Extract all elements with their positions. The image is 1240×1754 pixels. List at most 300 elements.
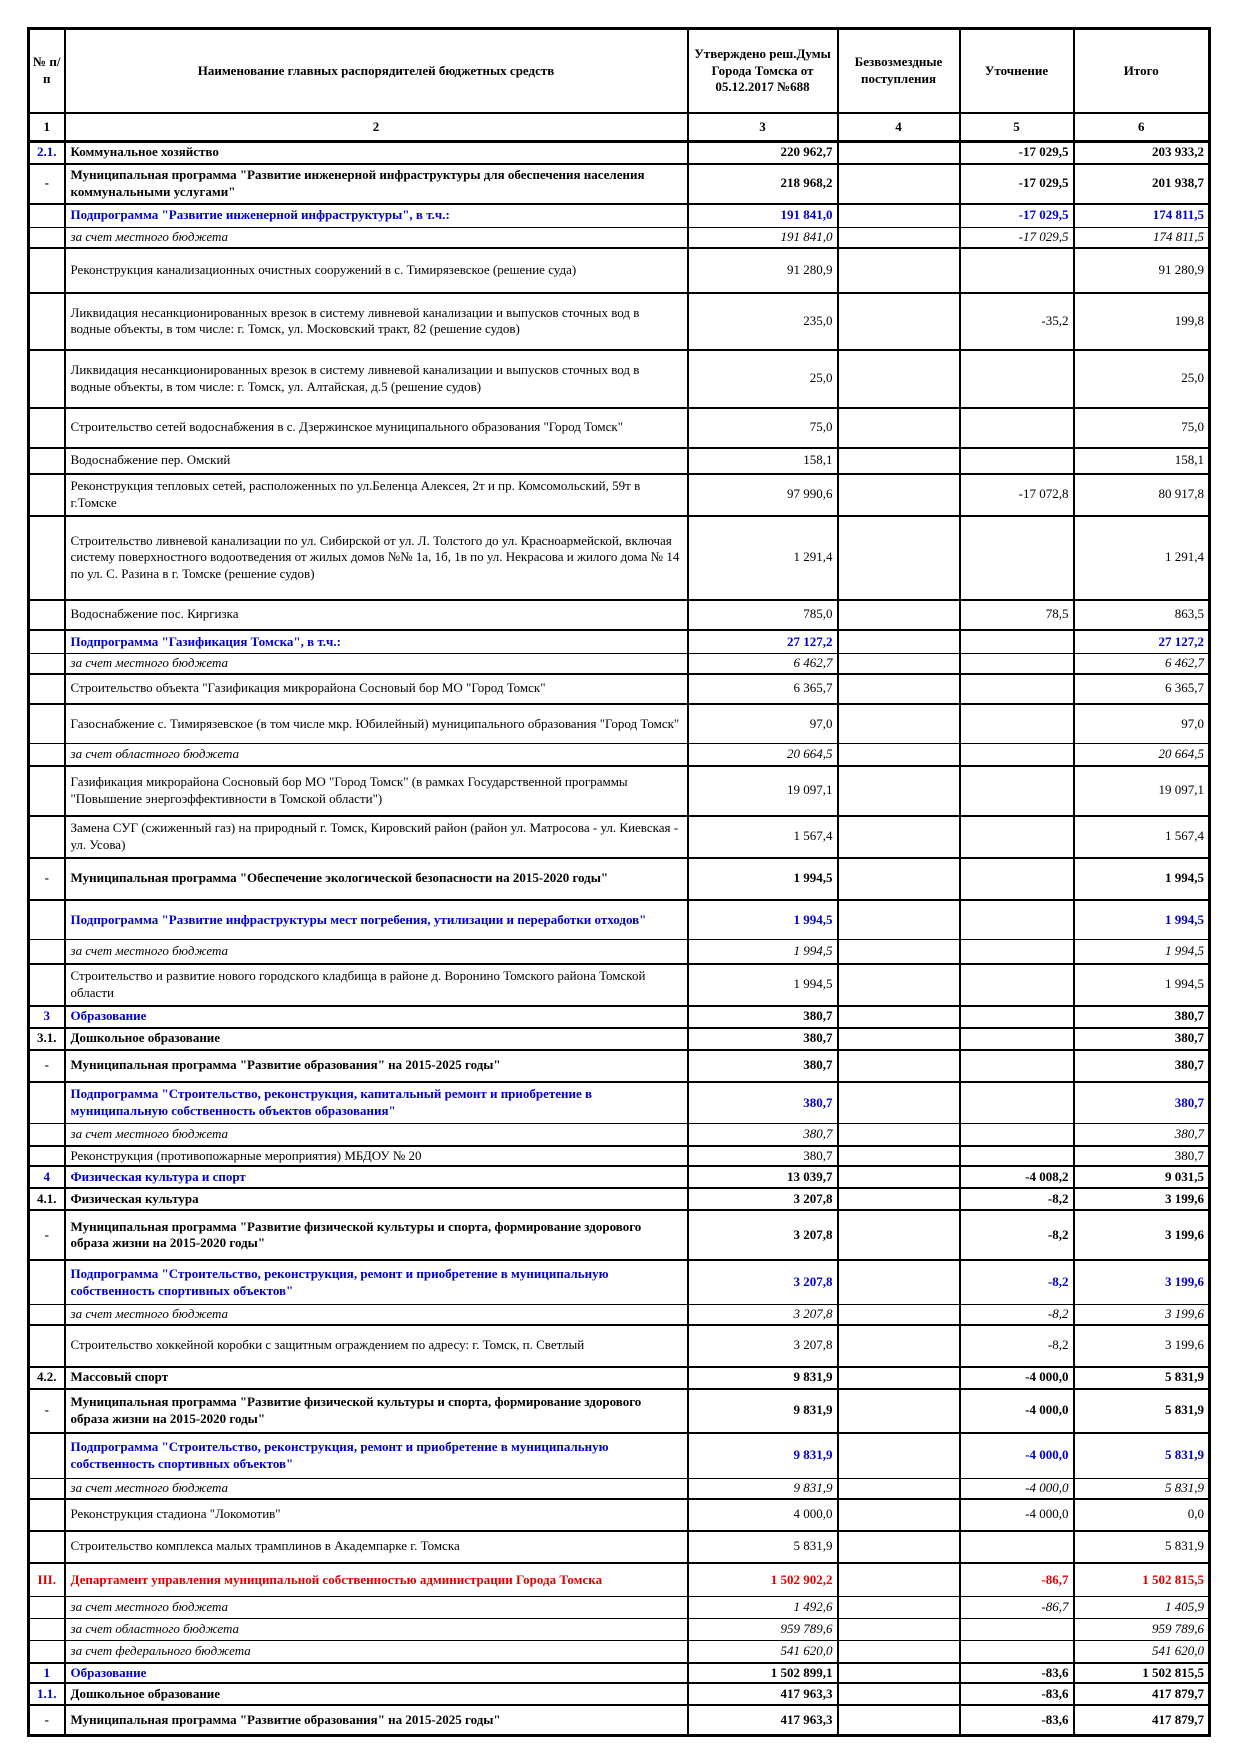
row-name-cell: Строительство ливневой канализации по ул. Сибирской от ул. Л. Толстого до ул. Красноармейской, включая систему поверхностного водоотведения от жилых домов №№ 1а, 1б, 1в по ул. Некрасова и жилого дома № 14 по ул. С. Разина в г. Томске (решение судов) xyxy=(65,516,688,600)
row-number-cell xyxy=(29,1304,65,1324)
adjustment-value-cell xyxy=(960,1124,1074,1146)
row-number-cell: - xyxy=(29,858,65,900)
row-number-cell xyxy=(29,204,65,228)
table-row xyxy=(29,654,1210,674)
row-number-cell xyxy=(29,516,65,600)
header-col-gratuitous: Безвозмездные поступления xyxy=(838,29,960,114)
gratuitous-value-cell xyxy=(838,630,960,654)
total-value-cell: 25,0 xyxy=(1074,350,1210,408)
row-number-cell xyxy=(29,1641,65,1663)
row-number-cell xyxy=(29,1619,65,1641)
table-row xyxy=(29,1389,1210,1433)
adjustment-value-cell: -4 000,0 xyxy=(960,1367,1074,1389)
approved-value-cell: 1 291,4 xyxy=(688,516,838,600)
total-value-cell: 1 502 815,5 xyxy=(1074,1663,1210,1684)
table-row xyxy=(29,900,1210,940)
row-number-cell: - xyxy=(29,164,65,204)
approved-value-cell: 380,7 xyxy=(688,1082,838,1124)
table-row xyxy=(29,293,1210,350)
gratuitous-value-cell xyxy=(838,1367,960,1389)
gratuitous-value-cell xyxy=(838,1028,960,1050)
adjustment-value-cell xyxy=(960,1028,1074,1050)
approved-value-cell: 3 207,8 xyxy=(688,1304,838,1324)
gratuitous-value-cell xyxy=(838,1006,960,1028)
table-row xyxy=(29,1683,1210,1705)
gratuitous-value-cell xyxy=(838,1531,960,1563)
total-value-cell: 1 405,9 xyxy=(1074,1597,1210,1619)
row-number-cell: 3 xyxy=(29,1006,65,1028)
row-name-cell: Подпрограмма "Развитие инженерной инфраструктуры", в т.ч.: xyxy=(65,204,688,228)
approved-value-cell: 1 994,5 xyxy=(688,940,838,964)
row-number-cell xyxy=(29,654,65,674)
total-value-cell: 9 031,5 xyxy=(1074,1166,1210,1188)
gratuitous-value-cell xyxy=(838,204,960,228)
table-body xyxy=(29,142,1210,1736)
row-number-cell: 3.1. xyxy=(29,1028,65,1050)
row-number-cell xyxy=(29,744,65,766)
approved-value-cell: 3 207,8 xyxy=(688,1325,838,1367)
adjustment-value-cell: -35,2 xyxy=(960,293,1074,350)
table-row xyxy=(29,350,1210,408)
approved-value-cell: 3 207,8 xyxy=(688,1210,838,1260)
table-row xyxy=(29,744,1210,766)
total-value-cell: 75,0 xyxy=(1074,408,1210,448)
row-name-cell: Реконструкция тепловых сетей, расположенных по ул.Беленца Алексея, 2т и пр. Комсомольский, 59т в г.Томске xyxy=(65,474,688,516)
row-name-cell: за счет местного бюджета xyxy=(65,654,688,674)
approved-value-cell: 1 492,6 xyxy=(688,1597,838,1619)
row-name-cell: Массовый спорт xyxy=(65,1367,688,1389)
row-number-cell xyxy=(29,1433,65,1479)
row-name-cell: Дошкольное образование xyxy=(65,1028,688,1050)
gratuitous-value-cell xyxy=(838,1705,960,1735)
row-number-cell: - xyxy=(29,1210,65,1260)
adjustment-value-cell: -8,2 xyxy=(960,1210,1074,1260)
approved-value-cell: 541 620,0 xyxy=(688,1641,838,1663)
row-name-cell: Подпрограмма "Строительство, реконструкция, капитальный ремонт и приобретение в муниципальную собственность объектов образования" xyxy=(65,1082,688,1124)
adjustment-value-cell: -83,6 xyxy=(960,1705,1074,1735)
adjustment-value-cell: -4 000,0 xyxy=(960,1479,1074,1499)
header-col-adjustment: Уточнение xyxy=(960,29,1074,114)
approved-value-cell: 959 789,6 xyxy=(688,1619,838,1641)
row-number-cell xyxy=(29,630,65,654)
table-row xyxy=(29,1304,1210,1324)
table-row xyxy=(29,1146,1210,1167)
row-name-cell: за счет местного бюджета xyxy=(65,1597,688,1619)
row-number-cell xyxy=(29,1531,65,1563)
gratuitous-value-cell xyxy=(838,900,960,940)
row-name-cell: Муниципальная программа "Развитие образования" на 2015-2025 годы" xyxy=(65,1705,688,1735)
table-row xyxy=(29,1006,1210,1028)
total-value-cell: 91 280,9 xyxy=(1074,248,1210,293)
total-value-cell: 5 831,9 xyxy=(1074,1531,1210,1563)
gratuitous-value-cell xyxy=(838,766,960,816)
approved-value-cell: 9 831,9 xyxy=(688,1367,838,1389)
gratuitous-value-cell xyxy=(838,408,960,448)
approved-value-cell: 91 280,9 xyxy=(688,248,838,293)
adjustment-value-cell: -4 000,0 xyxy=(960,1433,1074,1479)
row-number-cell: - xyxy=(29,1050,65,1082)
row-number-cell xyxy=(29,474,65,516)
table-row xyxy=(29,1210,1210,1260)
approved-value-cell: 380,7 xyxy=(688,1006,838,1028)
table-row xyxy=(29,1260,1210,1304)
row-number-cell: 1.1. xyxy=(29,1683,65,1705)
row-name-cell: Строительство объекта "Газификация микрорайона Сосновый бор МО "Город Томск" xyxy=(65,674,688,704)
table-row xyxy=(29,1705,1210,1735)
adjustment-value-cell xyxy=(960,654,1074,674)
header-col-number: № п/п xyxy=(29,29,65,114)
row-name-cell: Водоснабжение пер. Омский xyxy=(65,448,688,474)
approved-value-cell: 191 841,0 xyxy=(688,204,838,228)
row-number-cell xyxy=(29,293,65,350)
approved-value-cell: 417 963,3 xyxy=(688,1705,838,1735)
gratuitous-value-cell xyxy=(838,858,960,900)
adjustment-value-cell xyxy=(960,1531,1074,1563)
row-number-cell: - xyxy=(29,1705,65,1735)
gratuitous-value-cell xyxy=(838,1124,960,1146)
adjustment-value-cell: -83,6 xyxy=(960,1663,1074,1684)
table-row xyxy=(29,516,1210,600)
gratuitous-value-cell xyxy=(838,248,960,293)
table-row xyxy=(29,1663,1210,1684)
row-number-cell: - xyxy=(29,1389,65,1433)
row-name-cell: Образование xyxy=(65,1006,688,1028)
approved-value-cell: 380,7 xyxy=(688,1146,838,1167)
approved-value-cell: 235,0 xyxy=(688,293,838,350)
row-number-cell xyxy=(29,766,65,816)
row-name-cell: Подпрограмма "Газификация Томска", в т.ч.: xyxy=(65,630,688,654)
table-row xyxy=(29,1641,1210,1663)
adjustment-value-cell xyxy=(960,766,1074,816)
approved-value-cell: 6 365,7 xyxy=(688,674,838,704)
row-name-cell: за счет областного бюджета xyxy=(65,744,688,766)
gratuitous-value-cell xyxy=(838,1188,960,1210)
row-number-cell xyxy=(29,1597,65,1619)
total-value-cell: 5 831,9 xyxy=(1074,1433,1210,1479)
row-number-cell xyxy=(29,1082,65,1124)
row-name-cell: Подпрограмма "Развитие инфраструктуры мест погребения, утилизации и переработки отходов" xyxy=(65,900,688,940)
table-row xyxy=(29,1499,1210,1531)
total-value-cell: 20 664,5 xyxy=(1074,744,1210,766)
gratuitous-value-cell xyxy=(838,1433,960,1479)
approved-value-cell: 1 994,5 xyxy=(688,900,838,940)
gratuitous-value-cell xyxy=(838,654,960,674)
approved-value-cell: 1 502 899,1 xyxy=(688,1663,838,1684)
approved-value-cell: 417 963,3 xyxy=(688,1683,838,1705)
header-col-approved: Утверждено реш.Думы Города Томска от 05.12.2017 №688 xyxy=(688,29,838,114)
row-number-cell xyxy=(29,448,65,474)
table-row xyxy=(29,1325,1210,1367)
gratuitous-value-cell xyxy=(838,164,960,204)
total-value-cell: 174 811,5 xyxy=(1074,204,1210,228)
total-value-cell: 541 620,0 xyxy=(1074,1641,1210,1663)
row-name-cell: за счет областного бюджета xyxy=(65,1619,688,1641)
total-value-cell: 27 127,2 xyxy=(1074,630,1210,654)
table-row xyxy=(29,1166,1210,1188)
adjustment-value-cell: -4 000,0 xyxy=(960,1389,1074,1433)
gratuitous-value-cell xyxy=(838,1146,960,1167)
table-row xyxy=(29,600,1210,630)
approved-value-cell: 380,7 xyxy=(688,1124,838,1146)
table-row xyxy=(29,1597,1210,1619)
total-value-cell: 80 917,8 xyxy=(1074,474,1210,516)
adjustment-value-cell xyxy=(960,940,1074,964)
row-number-cell xyxy=(29,1260,65,1304)
table-row xyxy=(29,448,1210,474)
table-row xyxy=(29,1188,1210,1210)
gratuitous-value-cell xyxy=(838,816,960,858)
row-name-cell: Ликвидация несанкционированных врезок в систему ливневой канализации и выпусков сточных вод в водные объекты, в том числе: г. Томск, ул. Алтайская, д.5 (решение судов) xyxy=(65,350,688,408)
adjustment-value-cell xyxy=(960,744,1074,766)
total-value-cell: 380,7 xyxy=(1074,1146,1210,1167)
table-row xyxy=(29,1028,1210,1050)
gratuitous-value-cell xyxy=(838,142,960,164)
row-name-cell: за счет местного бюджета xyxy=(65,1479,688,1499)
total-value-cell: 5 831,9 xyxy=(1074,1367,1210,1389)
adjustment-value-cell: -4 008,2 xyxy=(960,1166,1074,1188)
gratuitous-value-cell xyxy=(838,940,960,964)
approved-value-cell: 25,0 xyxy=(688,350,838,408)
adjustment-value-cell: -17 029,5 xyxy=(960,142,1074,164)
gratuitous-value-cell xyxy=(838,1479,960,1499)
gratuitous-value-cell xyxy=(838,1563,960,1597)
gratuitous-value-cell xyxy=(838,1166,960,1188)
gratuitous-value-cell xyxy=(838,1683,960,1705)
approved-value-cell: 75,0 xyxy=(688,408,838,448)
column-index-2: 2 xyxy=(65,113,688,142)
total-value-cell: 97,0 xyxy=(1074,704,1210,744)
approved-value-cell: 97,0 xyxy=(688,704,838,744)
gratuitous-value-cell xyxy=(838,964,960,1006)
gratuitous-value-cell xyxy=(838,1260,960,1304)
adjustment-value-cell xyxy=(960,1050,1074,1082)
total-value-cell: 380,7 xyxy=(1074,1050,1210,1082)
approved-value-cell: 9 831,9 xyxy=(688,1433,838,1479)
gratuitous-value-cell xyxy=(838,516,960,600)
total-value-cell: 174 811,5 xyxy=(1074,228,1210,248)
adjustment-value-cell: -4 000,0 xyxy=(960,1499,1074,1531)
total-value-cell: 1 994,5 xyxy=(1074,940,1210,964)
approved-value-cell: 20 664,5 xyxy=(688,744,838,766)
column-index-row xyxy=(29,113,1210,142)
budget-table xyxy=(27,27,1211,1737)
total-value-cell: 199,8 xyxy=(1074,293,1210,350)
adjustment-value-cell: -8,2 xyxy=(960,1304,1074,1324)
table-row xyxy=(29,1082,1210,1124)
column-index-5: 5 xyxy=(960,113,1074,142)
approved-value-cell: 4 000,0 xyxy=(688,1499,838,1531)
total-value-cell: 3 199,6 xyxy=(1074,1188,1210,1210)
adjustment-value-cell: -86,7 xyxy=(960,1597,1074,1619)
column-index-1: 1 xyxy=(29,113,65,142)
adjustment-value-cell xyxy=(960,516,1074,600)
total-value-cell: 863,5 xyxy=(1074,600,1210,630)
approved-value-cell: 380,7 xyxy=(688,1028,838,1050)
row-name-cell: Строительство сетей водоснабжения в с. Дзержинское муниципального образования "Город Томск" xyxy=(65,408,688,448)
gratuitous-value-cell xyxy=(838,474,960,516)
row-number-cell xyxy=(29,1146,65,1167)
row-name-cell: Подпрограмма "Строительство, реконструкция, ремонт и приобретение в муниципальную собственность спортивных объектов" xyxy=(65,1433,688,1479)
total-value-cell: 3 199,6 xyxy=(1074,1325,1210,1367)
table-row xyxy=(29,1563,1210,1597)
total-value-cell: 158,1 xyxy=(1074,448,1210,474)
total-value-cell: 3 199,6 xyxy=(1074,1210,1210,1260)
header-col-name: Наименование главных распорядителей бюджетных средств xyxy=(65,29,688,114)
gratuitous-value-cell xyxy=(838,1325,960,1367)
row-number-cell: 4 xyxy=(29,1166,65,1188)
approved-value-cell: 1 994,5 xyxy=(688,858,838,900)
row-number-cell: 4.2. xyxy=(29,1367,65,1389)
total-value-cell: 6 365,7 xyxy=(1074,674,1210,704)
adjustment-value-cell: -8,2 xyxy=(960,1188,1074,1210)
approved-value-cell: 191 841,0 xyxy=(688,228,838,248)
table-row xyxy=(29,964,1210,1006)
row-name-cell: Муниципальная программа "Развитие образования" на 2015-2025 годы" xyxy=(65,1050,688,1082)
total-value-cell: 6 462,7 xyxy=(1074,654,1210,674)
approved-value-cell: 380,7 xyxy=(688,1050,838,1082)
gratuitous-value-cell xyxy=(838,1082,960,1124)
total-value-cell: 0,0 xyxy=(1074,1499,1210,1531)
total-value-cell: 1 994,5 xyxy=(1074,900,1210,940)
row-number-cell: III. xyxy=(29,1563,65,1597)
table-row xyxy=(29,228,1210,248)
approved-value-cell: 1 994,5 xyxy=(688,964,838,1006)
total-value-cell: 1 502 815,5 xyxy=(1074,1563,1210,1597)
gratuitous-value-cell xyxy=(838,1597,960,1619)
row-number-cell xyxy=(29,350,65,408)
total-value-cell: 203 933,2 xyxy=(1074,142,1210,164)
row-name-cell: Муниципальная программа "Развитие инженерной инфраструктуры для обеспечения населения коммунальными услугами" xyxy=(65,164,688,204)
total-value-cell: 201 938,7 xyxy=(1074,164,1210,204)
table-row xyxy=(29,816,1210,858)
approved-value-cell: 5 831,9 xyxy=(688,1531,838,1563)
adjustment-value-cell: -17 029,5 xyxy=(960,164,1074,204)
adjustment-value-cell xyxy=(960,408,1074,448)
table-row xyxy=(29,1433,1210,1479)
gratuitous-value-cell xyxy=(838,744,960,766)
row-name-cell: Департамент управления муниципальной собственностью администрации Города Томска xyxy=(65,1563,688,1597)
table-row xyxy=(29,474,1210,516)
gratuitous-value-cell xyxy=(838,1499,960,1531)
row-number-cell xyxy=(29,940,65,964)
row-number-cell xyxy=(29,1479,65,1499)
approved-value-cell: 1 502 902,2 xyxy=(688,1563,838,1597)
table-row xyxy=(29,704,1210,744)
gratuitous-value-cell xyxy=(838,1050,960,1082)
column-index-4: 4 xyxy=(838,113,960,142)
row-number-cell xyxy=(29,1499,65,1531)
table-row xyxy=(29,1479,1210,1499)
row-number-cell xyxy=(29,674,65,704)
gratuitous-value-cell xyxy=(838,600,960,630)
total-value-cell: 1 291,4 xyxy=(1074,516,1210,600)
row-name-cell: Коммунальное хозяйство xyxy=(65,142,688,164)
table-row xyxy=(29,1050,1210,1082)
table-row xyxy=(29,766,1210,816)
table-row xyxy=(29,248,1210,293)
row-name-cell: Водоснабжение пос. Киргизка xyxy=(65,600,688,630)
row-number-cell xyxy=(29,228,65,248)
adjustment-value-cell xyxy=(960,1619,1074,1641)
table-row xyxy=(29,1531,1210,1563)
table-row xyxy=(29,408,1210,448)
adjustment-value-cell: -17 029,5 xyxy=(960,204,1074,228)
row-name-cell: Строительство комплекса малых трамплинов в Академпарке г. Томска xyxy=(65,1531,688,1563)
approved-value-cell: 158,1 xyxy=(688,448,838,474)
table-row xyxy=(29,1124,1210,1146)
row-name-cell: Физическая культура и спорт xyxy=(65,1166,688,1188)
adjustment-value-cell: -8,2 xyxy=(960,1260,1074,1304)
approved-value-cell: 9 831,9 xyxy=(688,1389,838,1433)
total-value-cell: 19 097,1 xyxy=(1074,766,1210,816)
row-name-cell: Газоснабжение с. Тимирязевское (в том числе мкр. Юбилейный) муниципального образования "Город Томск" xyxy=(65,704,688,744)
approved-value-cell: 218 968,2 xyxy=(688,164,838,204)
row-number-cell xyxy=(29,704,65,744)
table-row xyxy=(29,1367,1210,1389)
table-row xyxy=(29,858,1210,900)
total-value-cell: 380,7 xyxy=(1074,1028,1210,1050)
total-value-cell: 959 789,6 xyxy=(1074,1619,1210,1641)
adjustment-value-cell xyxy=(960,630,1074,654)
row-name-cell: Замена СУГ (сжиженный газ) на природный г. Томск, Кировский район (район ул. Матросова - ул. Киевская - ул. Усова) xyxy=(65,816,688,858)
adjustment-value-cell: -17 029,5 xyxy=(960,228,1074,248)
approved-value-cell: 19 097,1 xyxy=(688,766,838,816)
column-index-3: 3 xyxy=(688,113,838,142)
gratuitous-value-cell xyxy=(838,1389,960,1433)
row-number-cell xyxy=(29,248,65,293)
row-name-cell: за счет местного бюджета xyxy=(65,228,688,248)
approved-value-cell: 97 990,6 xyxy=(688,474,838,516)
column-index-6: 6 xyxy=(1074,113,1210,142)
adjustment-value-cell xyxy=(960,816,1074,858)
adjustment-value-cell xyxy=(960,350,1074,408)
row-number-cell xyxy=(29,900,65,940)
table-row xyxy=(29,142,1210,164)
gratuitous-value-cell xyxy=(838,674,960,704)
row-number-cell xyxy=(29,1325,65,1367)
gratuitous-value-cell xyxy=(838,1663,960,1684)
table-header-row xyxy=(29,29,1210,114)
adjustment-value-cell: -8,2 xyxy=(960,1325,1074,1367)
total-value-cell: 1 567,4 xyxy=(1074,816,1210,858)
total-value-cell: 380,7 xyxy=(1074,1082,1210,1124)
row-number-cell xyxy=(29,1124,65,1146)
row-name-cell: Реконструкция канализационных очистных сооружений в с. Тимирязевское (решение суда) xyxy=(65,248,688,293)
row-name-cell: за счет местного бюджета xyxy=(65,940,688,964)
row-number-cell xyxy=(29,816,65,858)
adjustment-value-cell xyxy=(960,858,1074,900)
row-name-cell: за счет местного бюджета xyxy=(65,1124,688,1146)
total-value-cell: 1 994,5 xyxy=(1074,964,1210,1006)
approved-value-cell: 6 462,7 xyxy=(688,654,838,674)
adjustment-value-cell xyxy=(960,1082,1074,1124)
row-number-cell xyxy=(29,964,65,1006)
row-name-cell: Подпрограмма "Строительство, реконструкция, ремонт и приобретение в муниципальную собственность спортивных объектов" xyxy=(65,1260,688,1304)
row-number-cell xyxy=(29,408,65,448)
row-number-cell: 2.1. xyxy=(29,142,65,164)
row-name-cell: Муниципальная программа "Обеспечение экологической безопасности на 2015-2020 годы" xyxy=(65,858,688,900)
row-name-cell: Строительство и развитие нового городского кладбища в районе д. Воронино Томского района Томской области xyxy=(65,964,688,1006)
adjustment-value-cell xyxy=(960,1641,1074,1663)
adjustment-value-cell xyxy=(960,448,1074,474)
total-value-cell: 3 199,6 xyxy=(1074,1260,1210,1304)
total-value-cell: 1 994,5 xyxy=(1074,858,1210,900)
row-name-cell: Дошкольное образование xyxy=(65,1683,688,1705)
gratuitous-value-cell xyxy=(838,448,960,474)
gratuitous-value-cell xyxy=(838,1641,960,1663)
approved-value-cell: 785,0 xyxy=(688,600,838,630)
table-row xyxy=(29,630,1210,654)
